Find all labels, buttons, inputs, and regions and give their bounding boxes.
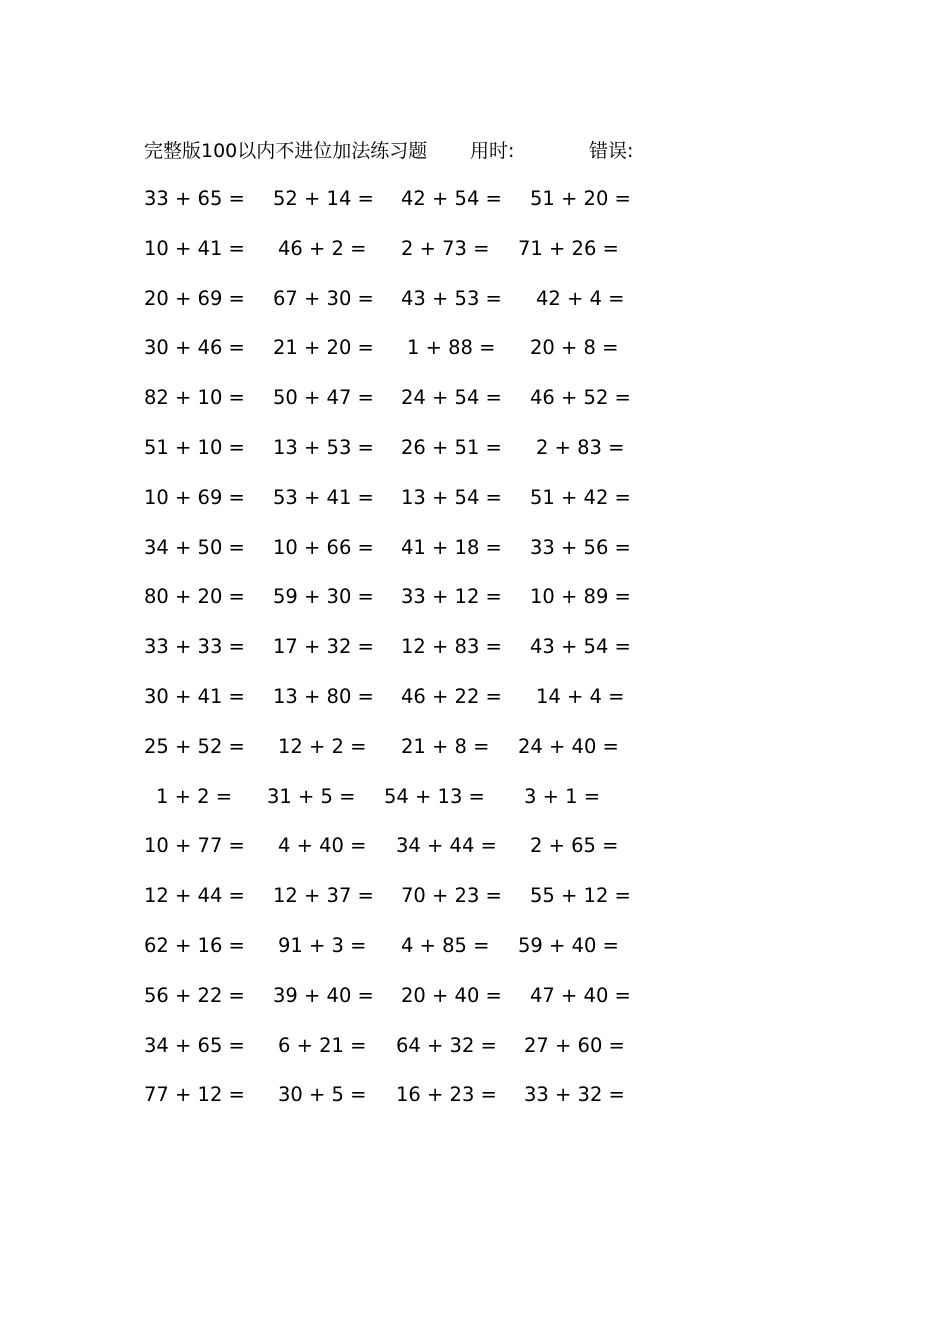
problem-item: 30 + 46 = bbox=[144, 336, 245, 360]
problem-item: 10 + 66 = bbox=[273, 535, 374, 559]
problem-row bbox=[144, 682, 644, 732]
problem-row bbox=[144, 383, 644, 433]
problem-item: 77 + 12 = bbox=[144, 1083, 245, 1107]
problem-row bbox=[144, 184, 644, 234]
problem-item: 4 + 85 = bbox=[401, 933, 490, 957]
problem-item: 1 + 2 = bbox=[156, 784, 233, 808]
problem-item: 10 + 89 = bbox=[530, 585, 631, 609]
problem-row bbox=[144, 483, 644, 533]
worksheet-header bbox=[144, 136, 764, 166]
problem-item: 2 + 65 = bbox=[530, 834, 619, 858]
problem-item: 3 + 1 = bbox=[524, 784, 601, 808]
problem-item: 30 + 5 = bbox=[278, 1083, 367, 1107]
problem-item: 12 + 37 = bbox=[273, 884, 374, 908]
problem-item: 42 + 54 = bbox=[401, 187, 502, 210]
problem-row bbox=[144, 433, 644, 483]
problem-row bbox=[144, 284, 644, 334]
problem-item: 6 + 21 = bbox=[278, 1033, 367, 1057]
problem-item: 56 + 22 = bbox=[144, 983, 245, 1007]
problem-item: 25 + 52 = bbox=[144, 734, 245, 758]
problem-item: 20 + 40 = bbox=[401, 983, 502, 1007]
problem-item: 12 + 2 = bbox=[278, 734, 367, 758]
problem-item: 43 + 53 = bbox=[401, 286, 502, 310]
problem-item: 51 + 20 = bbox=[530, 187, 631, 210]
problem-item: 12 + 44 = bbox=[144, 884, 245, 908]
problem-item: 39 + 40 = bbox=[273, 983, 374, 1007]
problem-item: 13 + 53 = bbox=[273, 435, 374, 459]
problem-item: 47 + 40 = bbox=[530, 983, 631, 1007]
problem-row bbox=[144, 1080, 644, 1130]
problem-item: 33 + 12 = bbox=[401, 585, 502, 609]
problem-item: 34 + 65 = bbox=[144, 1033, 245, 1057]
problem-row bbox=[144, 533, 644, 583]
problem-item: 46 + 2 = bbox=[278, 236, 367, 260]
problem-item: 20 + 8 = bbox=[530, 336, 619, 360]
problem-item: 24 + 40 = bbox=[518, 734, 619, 758]
problem-item: 62 + 16 = bbox=[144, 933, 245, 957]
problem-item: 10 + 69 = bbox=[144, 485, 245, 509]
problem-item: 30 + 41 = bbox=[144, 684, 245, 708]
problem-item: 59 + 30 = bbox=[273, 585, 374, 609]
problem-item: 20 + 69 = bbox=[144, 286, 245, 310]
problem-item: 80 + 20 = bbox=[144, 585, 245, 609]
problem-item: 67 + 30 = bbox=[273, 286, 374, 310]
problem-row bbox=[144, 333, 644, 383]
problem-item: 26 + 51 = bbox=[401, 435, 502, 459]
problem-item: 13 + 80 = bbox=[273, 684, 374, 708]
problem-item: 51 + 10 = bbox=[144, 435, 245, 459]
problem-row bbox=[144, 931, 644, 981]
problem-item: 31 + 5 = bbox=[267, 784, 356, 808]
problem-item: 55 + 12 = bbox=[530, 884, 631, 908]
problem-item: 16 + 23 = bbox=[396, 1083, 497, 1107]
problem-item: 42 + 4 = bbox=[536, 286, 625, 310]
problem-item: 51 + 42 = bbox=[530, 485, 631, 509]
problem-item: 24 + 54 = bbox=[401, 386, 502, 410]
problem-item: 46 + 52 = bbox=[530, 386, 631, 410]
problem-item: 17 + 32 = bbox=[273, 635, 374, 659]
problem-row bbox=[144, 234, 644, 284]
problem-item: 33 + 65 = bbox=[144, 187, 245, 210]
problem-row bbox=[144, 582, 644, 632]
problem-item: 2 + 83 = bbox=[536, 435, 625, 459]
problem-row bbox=[144, 881, 644, 931]
problem-item: 33 + 56 = bbox=[530, 535, 631, 559]
problem-item: 50 + 47 = bbox=[273, 386, 374, 410]
problem-item: 13 + 54 = bbox=[401, 485, 502, 509]
problem-item: 21 + 20 = bbox=[273, 336, 374, 360]
problem-item: 59 + 40 = bbox=[518, 933, 619, 957]
errors-label: 错误: bbox=[589, 140, 634, 162]
problem-item: 43 + 54 = bbox=[530, 635, 631, 659]
problem-item: 10 + 41 = bbox=[144, 236, 245, 260]
problem-item: 27 + 60 = bbox=[524, 1033, 625, 1057]
time-label: 用时: bbox=[470, 140, 515, 162]
problem-item: 53 + 41 = bbox=[273, 485, 374, 509]
problem-row bbox=[144, 1031, 644, 1081]
problem-item: 71 + 26 = bbox=[518, 236, 619, 260]
problem-item: 12 + 83 = bbox=[401, 635, 502, 659]
problem-item: 33 + 33 = bbox=[144, 635, 245, 659]
problem-item: 70 + 23 = bbox=[401, 884, 502, 908]
problem-item: 33 + 32 = bbox=[524, 1083, 625, 1107]
problem-item: 82 + 10 = bbox=[144, 386, 245, 410]
problem-item: 91 + 3 = bbox=[278, 933, 367, 957]
problem-row bbox=[144, 981, 644, 1031]
problem-row bbox=[144, 831, 644, 881]
problem-row bbox=[144, 632, 644, 682]
problem-item: 14 + 4 = bbox=[536, 684, 625, 708]
problem-grid bbox=[144, 184, 644, 1130]
problem-row bbox=[144, 732, 644, 782]
problem-row bbox=[144, 782, 644, 832]
problem-item: 34 + 44 = bbox=[396, 834, 497, 858]
problem-item: 46 + 22 = bbox=[401, 684, 502, 708]
problem-item: 21 + 8 = bbox=[401, 734, 490, 758]
problem-item: 4 + 40 = bbox=[278, 834, 367, 858]
problem-item: 64 + 32 = bbox=[396, 1033, 497, 1057]
problem-item: 1 + 88 = bbox=[407, 336, 496, 360]
problem-item: 10 + 77 = bbox=[144, 834, 245, 858]
problem-item: 2 + 73 = bbox=[401, 236, 490, 260]
worksheet-title: 完整版100以内不进位加法练习题 bbox=[144, 140, 428, 162]
problem-item: 34 + 50 = bbox=[144, 535, 245, 559]
problem-item: 52 + 14 = bbox=[273, 187, 374, 210]
problem-item: 54 + 13 = bbox=[384, 784, 485, 808]
problem-item: 41 + 18 = bbox=[401, 535, 502, 559]
